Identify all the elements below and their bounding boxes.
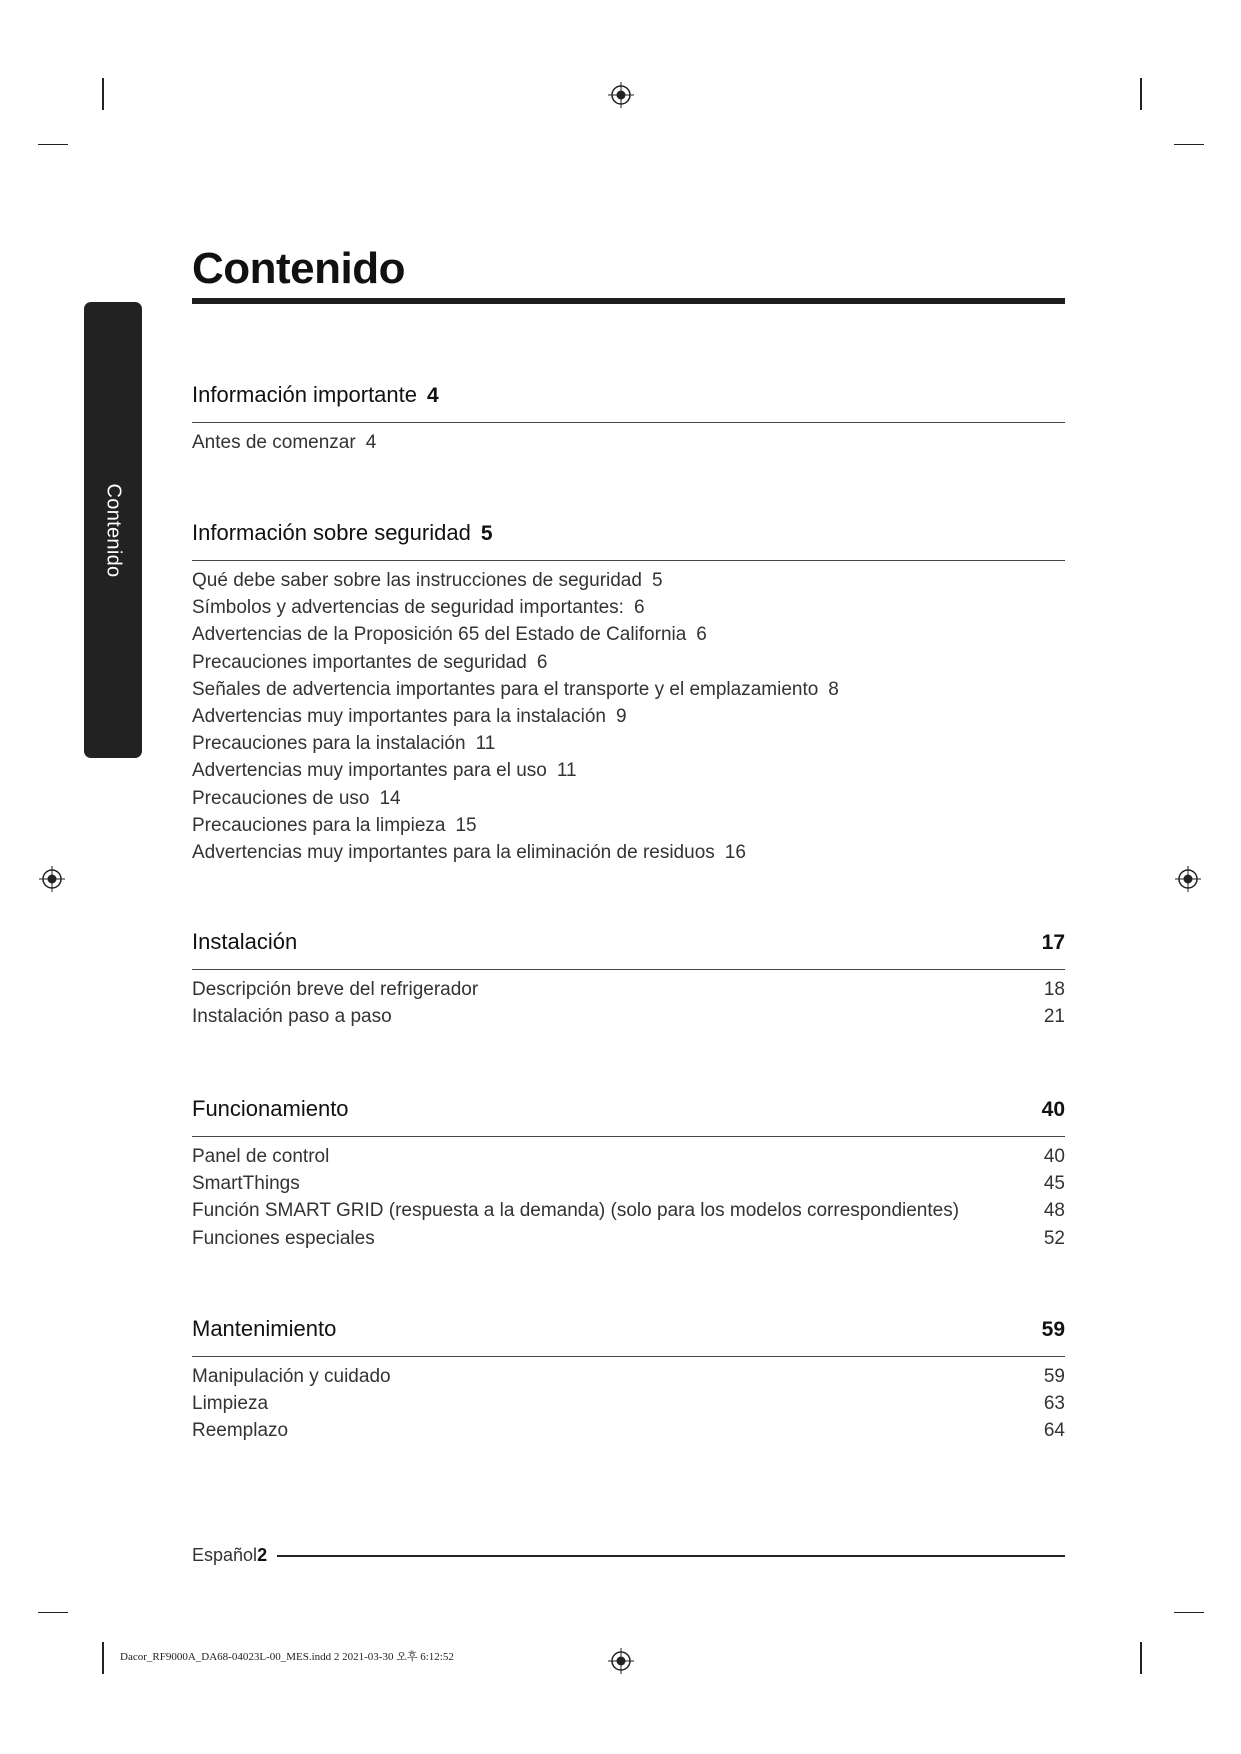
toc-entry[interactable] xyxy=(192,1170,1065,1197)
side-tab-label: Contenido xyxy=(102,483,125,577)
toc-entry-title: Precauciones para la instalación xyxy=(192,733,466,755)
toc-entry-title: Manipulación y cuidado xyxy=(192,1366,391,1387)
section-title[interactable]: Funcionamiento xyxy=(192,1096,349,1121)
toc-entry[interactable] xyxy=(192,757,1065,784)
toc-entry-page: 48 xyxy=(1043,1200,1065,1222)
registration-mark-icon xyxy=(1175,866,1201,892)
toc-entry[interactable] xyxy=(192,1417,1065,1444)
toc-entry-page: 6 xyxy=(536,651,548,673)
footer-language: Español xyxy=(192,1545,258,1565)
crop-mark xyxy=(102,78,104,110)
registration-mark-icon xyxy=(39,866,65,892)
footer-page-number: 2 xyxy=(257,1545,268,1565)
print-slug: Dacor_RF9000A_DA68-04023L-00_MES.indd 2 2021-03-30 오후 6:12:52 xyxy=(120,1651,454,1663)
toc-entry-title: SmartThings xyxy=(192,1173,300,1195)
toc-entry[interactable] xyxy=(192,703,1065,730)
section-rule xyxy=(192,969,1065,970)
section-header xyxy=(192,1316,1065,1352)
registration-mark-icon xyxy=(608,1648,634,1674)
toc-entry-title: Señales de advertencia importantes para el transporte y el emplazamiento xyxy=(192,678,819,700)
side-tab-label-wrap xyxy=(84,302,142,758)
toc-entry[interactable] xyxy=(192,1363,1065,1390)
toc-entry-title: Qué debe saber sobre las instrucciones de seguridad xyxy=(192,570,642,591)
section-header xyxy=(192,929,1065,965)
toc-entry[interactable] xyxy=(192,839,1065,866)
toc-entry[interactable] xyxy=(192,812,1065,839)
toc-entry-title: Instalación paso a paso xyxy=(192,1006,392,1028)
section-rule xyxy=(192,1356,1065,1357)
toc-entry-page: 11 xyxy=(475,733,496,755)
title-rule xyxy=(192,298,1065,304)
toc-entry-page: 63 xyxy=(1043,1393,1065,1415)
crop-mark xyxy=(1140,1642,1142,1674)
toc-entry-page: 4 xyxy=(365,432,377,453)
toc-entry-page: 45 xyxy=(1043,1173,1065,1195)
toc-section xyxy=(192,382,1065,456)
crop-mark xyxy=(38,144,68,145)
toc-entry-page: 9 xyxy=(615,705,627,727)
section-page[interactable]: 4 xyxy=(427,384,439,407)
section-header xyxy=(192,382,1065,418)
crop-mark xyxy=(1140,78,1142,110)
toc-entry-page: 59 xyxy=(1043,1366,1065,1387)
toc-entry[interactable] xyxy=(192,1143,1065,1170)
toc-entry-page: 64 xyxy=(1043,1420,1065,1442)
section-rule xyxy=(192,560,1065,561)
toc-section xyxy=(192,929,1065,1030)
section-header xyxy=(192,520,1065,556)
toc-entry-title: Símbolos y advertencias de seguridad importantes: xyxy=(192,597,624,619)
toc-entry-title: Función SMART GRID (respuesta a la demanda) (solo para los modelos correspondientes) xyxy=(192,1200,960,1222)
toc-entry-title: Panel de control xyxy=(192,1146,330,1167)
toc-entry-title: Antes de comenzar xyxy=(192,432,356,453)
toc-entry-title: Descripción breve del refrigerador xyxy=(192,979,479,1000)
crop-mark xyxy=(38,1612,68,1613)
section-page[interactable]: 40 xyxy=(1041,1098,1065,1121)
toc-entry-title: Reemplazo xyxy=(192,1420,289,1442)
toc-entry[interactable] xyxy=(192,976,1065,1003)
section-page[interactable]: 5 xyxy=(480,522,493,545)
section-rule xyxy=(192,1136,1065,1137)
toc-entry[interactable] xyxy=(192,730,1065,757)
toc-entry[interactable] xyxy=(192,621,1065,648)
toc-entry-page: 6 xyxy=(633,597,645,619)
section-page[interactable]: 17 xyxy=(1041,931,1065,954)
section-title[interactable]: Información importante xyxy=(192,382,417,407)
crop-mark xyxy=(102,1642,104,1674)
toc-entry[interactable] xyxy=(192,1390,1065,1417)
toc-entry-title: Precauciones de uso xyxy=(192,787,370,809)
toc-entry-page: 40 xyxy=(1043,1146,1065,1167)
section-title[interactable]: Información sobre seguridad xyxy=(192,520,471,545)
toc-entry-page: 5 xyxy=(651,570,663,591)
page-title: Contenido xyxy=(192,244,406,293)
toc-entry-page: 21 xyxy=(1043,1006,1065,1028)
section-page[interactable]: 59 xyxy=(1041,1318,1065,1341)
toc-entry-title: Precauciones para la limpieza xyxy=(192,814,446,836)
section-title[interactable]: Mantenimiento xyxy=(192,1316,337,1341)
section-title[interactable]: Instalación xyxy=(192,929,298,954)
crop-mark xyxy=(1174,1612,1204,1613)
toc-entry[interactable] xyxy=(192,567,1065,594)
section-header xyxy=(192,1096,1065,1132)
toc-entry-title: Limpieza xyxy=(192,1393,269,1415)
toc-entry[interactable] xyxy=(192,429,1065,456)
toc-entry[interactable] xyxy=(192,594,1065,621)
toc-entry-page: 15 xyxy=(455,814,477,836)
toc-entry-page: 52 xyxy=(1043,1227,1065,1249)
toc-entry[interactable] xyxy=(192,785,1065,812)
toc-entry-page: 8 xyxy=(828,678,839,700)
toc-section xyxy=(192,520,1065,866)
toc-entry[interactable] xyxy=(192,1003,1065,1030)
toc-entry-title: Funciones especiales xyxy=(192,1227,375,1249)
toc-section xyxy=(192,1096,1065,1252)
toc-section xyxy=(192,1316,1065,1445)
crop-mark xyxy=(1174,144,1204,145)
page-footer xyxy=(192,1545,1065,1566)
toc-entry[interactable] xyxy=(192,676,1065,703)
toc-entry-page: 18 xyxy=(1043,979,1065,1000)
toc-entry[interactable] xyxy=(192,1225,1065,1252)
toc-entry-page: 11 xyxy=(556,760,577,782)
toc-entry-title: Advertencias muy importantes para el uso xyxy=(192,760,547,782)
toc-entry-title: Advertencias muy importantes para la instalación xyxy=(192,705,606,727)
footer-rule xyxy=(277,1555,1065,1557)
toc-entry[interactable] xyxy=(192,1197,1065,1224)
section-rule xyxy=(192,422,1065,423)
toc-entry-page: 6 xyxy=(696,624,707,646)
toc-entry-page: 16 xyxy=(724,841,746,863)
toc-entry-page: 14 xyxy=(379,787,401,809)
toc-entry[interactable] xyxy=(192,649,1065,676)
toc-entry-title: Advertencias muy importantes para la eliminación de residuos xyxy=(192,841,715,863)
registration-mark-icon xyxy=(608,82,634,108)
toc-entry-title: Precauciones importantes de seguridad xyxy=(192,651,527,673)
toc-entry-title: Advertencias de la Proposición 65 del Estado de California xyxy=(192,624,687,646)
